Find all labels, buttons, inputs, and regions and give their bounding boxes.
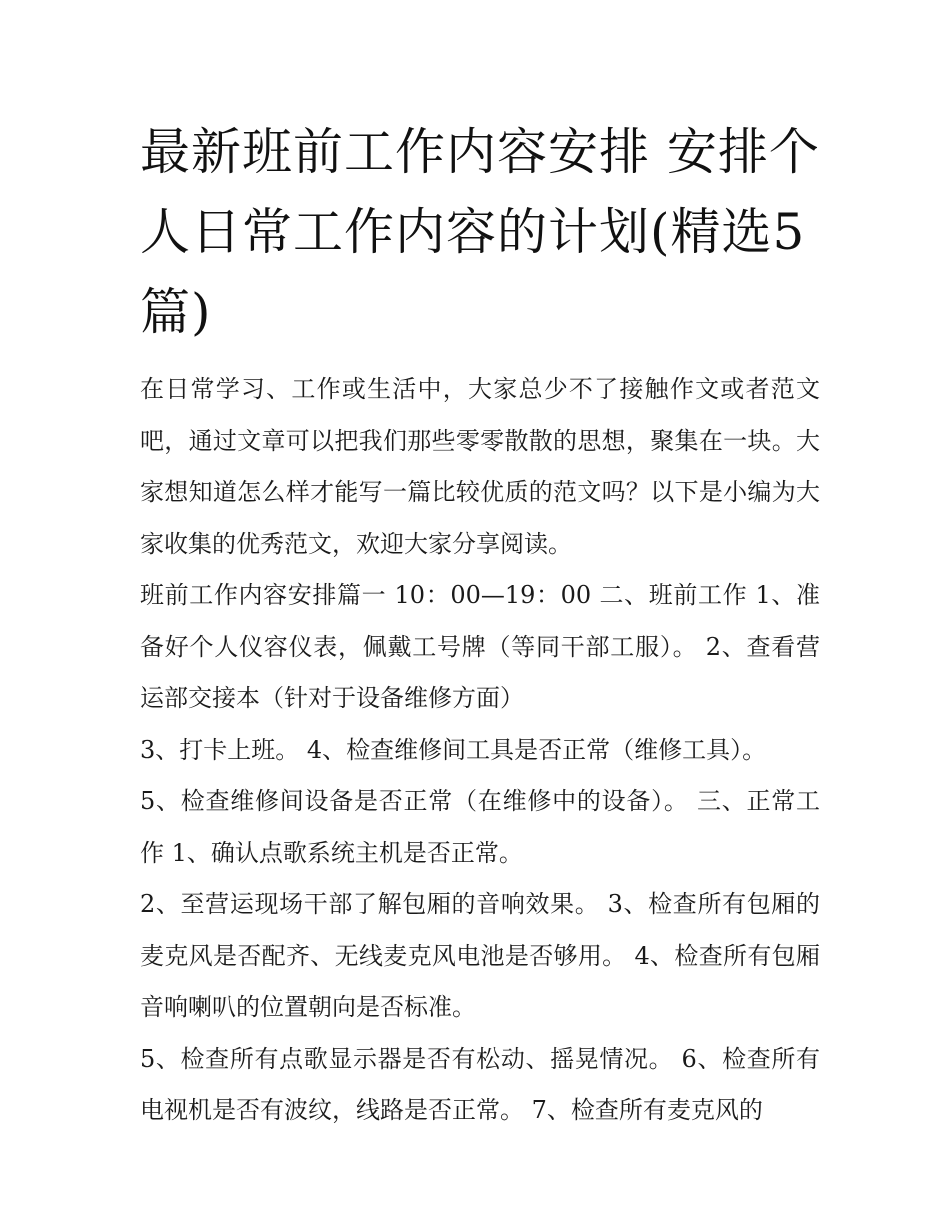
paragraph-1: 班前工作内容安排篇一 10：00—19：00 二、班前工作 1、准备好个人仪容仪表，佩戴工号牌（等同干部工服）。 2、查看营运部交接本（针对于设备维修方面） bbox=[140, 581, 820, 712]
paragraph-intro: 在日常学习、工作或生活中，大家总少不了接触作文或者范文吧，通过文章可以把我们那些零零散散的思想，聚集在一块。大家想知道怎么样才能写一篇比较优质的范文吗？以下是小编为大家收集的优秀范文，欢迎大家分享阅读。 bbox=[140, 375, 820, 558]
document-title: 最新班前工作内容安排 安排个人日常工作内容的计划(精选5篇) bbox=[140, 123, 820, 341]
paragraph-2: 3、打卡上班。 4、检查维修间工具是否正常（维修工具）。 bbox=[140, 735, 767, 764]
paragraph-5: 5、检查所有点歌显示器是否有松动、摇晃情况。 6、检查所有电视机是否有波纹，线路是否正常。 7、检查所有麦克风的 bbox=[140, 1044, 820, 1124]
paragraph-4: 2、至营运现场干部了解包厢的音响效果。 3、检查所有包厢的麦克风是否配齐、无线麦克风电池是否够用。 4、检查所有包厢音响喇叭的位置朝向是否标准。 bbox=[140, 890, 820, 1021]
document-page bbox=[140, 112, 820, 1137]
document-body bbox=[140, 364, 820, 1137]
paragraph-3: 5、检查维修间设备是否正常（在维修中的设备）。 三、正常工作 1、确认点歌系统主机是否正常。 bbox=[140, 787, 820, 867]
